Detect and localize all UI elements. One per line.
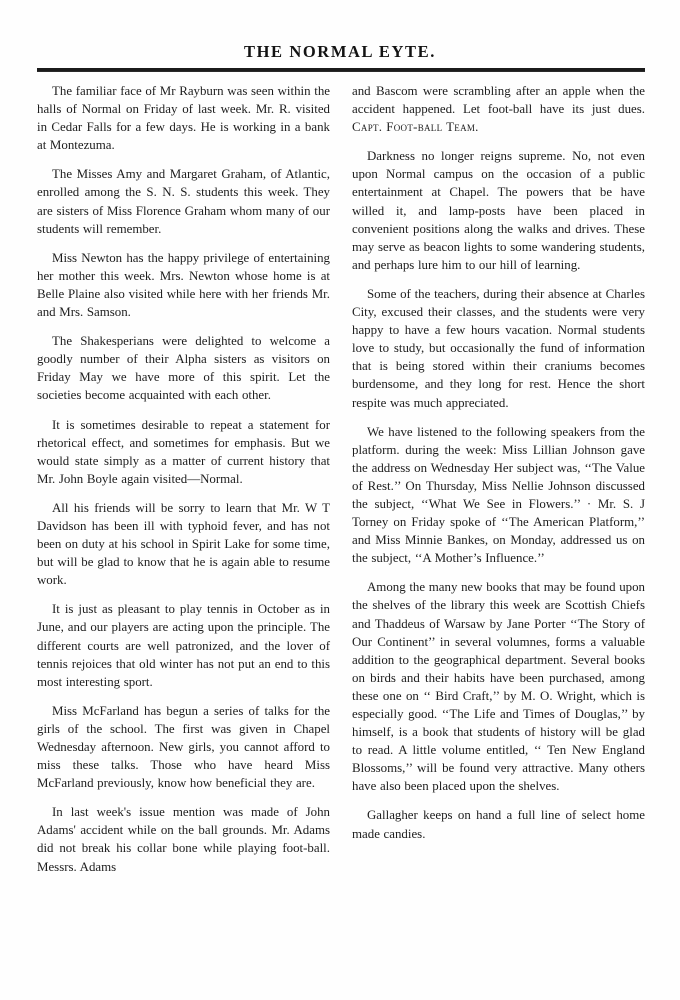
paragraph-davidson: All his friends will be sorry to learn that Mr. W T Davidson has been ill with typhoid fever, and has not been on duty at his school in Spirit Lake for some time, but will be glad to know that he is again able to resume work.	[37, 500, 330, 588]
paragraph-library-books: Among the many new books that may be found upon the shelves of the library this week are Scottish Chiefs and Thaddeus of Warsaw by Jane Porter ‘‘The Story of Our Continent’’ in several volumnes, forms a valuable addition to the geographical department. Several books on birds and their habits have been purchased, among these one on ‘‘ Bird Craft,’’ by M. O. Wright, which is especially good. ‘‘The Life and Times of Douglas,’’ by himself, is a book that students of history will be glad to read. A little volume entitled, ‘‘ Ten New England Blossoms,’’ will be found very attractive. Many others have also been placed upon the shelves.	[352, 580, 645, 794]
paragraph-john-boyle: It is sometimes desirable to repeat a statement for rhetorical effect, and sometimes for emphasis. But we would state simply as a matter of current history that Mr. John Boyle again visited—Normal.	[37, 417, 330, 486]
two-column-body	[37, 82, 645, 887]
paragraph-john-adams: In last week's issue mention was made of John Adams' accident while on the ball grounds. Mr. Adams did not break his collar bone while playing foot-ball. Messrs. Adams	[37, 805, 330, 874]
paragraph-mcfarland: Miss McFarland has begun a series of talks for the girls of the school. The first was given in Chapel Wednesday afternoon. New girls, you cannot afford to miss these talks. Those who have heard Miss McFarland previously, know how beneficial they are.	[37, 703, 330, 791]
paragraph-bascom-apple: and Bascom were scrambling after an apple when the accident happened. Let foot-ball have its just dues. Capt. Foot-ball Team.	[352, 84, 645, 135]
paragraph-miss-newton: Miss Newton has the happy privilege of entertaining her mother this week. Mrs. Newton whose home is at Belle Plaine also visited while here with her friends Mr. and Mrs. Samson.	[37, 250, 330, 320]
masthead	[0, 42, 680, 62]
signature-small-caps: Capt. Foot-ball Team.	[352, 120, 479, 135]
paragraph-speakers: We have listened to the following speakers from the platform. during the week: Miss Lillian Johnson gave the address on Wednesday Her subject was, ‘‘The Value of Rest.’’ On Thursday, Miss Nellie Johnson discussed the subject, ‘‘What We See in Flowers.’’ · Mr. S. J Torney on Friday spoke of ‘‘The American Platform,’’ and Miss Minnie Bankes, on Monday, addressed us on the subject, ‘‘A Mother’s Influence.’’	[352, 424, 645, 566]
right-column	[352, 82, 645, 887]
paragraph-charles-city: Some of the teachers, during their absence at Charles City, excused their classes, and the students were very happy to have a few hours vacation. Normal students love to study, but occasionally the fund of information that is being stored within their craniums becomes burdensome, and they long for rest. Hence the short respite was much appreciated.	[352, 286, 645, 410]
left-column	[37, 82, 330, 887]
paragraph-rayburn: The familiar face of Mr Rayburn was seen within the halls of Normal on Friday of last week. Mr. R. visited in Cedar Falls for a few days. He is working in a bank at Montezuma.	[37, 84, 330, 153]
paragraph-shakesperians: The Shakesperians were delighted to welcome a goodly number of their Alpha sisters as visitors on Friday May we have more of this spirit. Let the societies become acquainted with each other.	[37, 334, 330, 403]
page-title: THE NORMAL EYTE.	[243, 42, 436, 61]
paragraph-graham-sisters: The Misses Amy and Margaret Graham, of Atlantic, enrolled among the S. N. S. students this week. They are sisters of Miss Florence Graham whom many of our students will remember.	[37, 167, 330, 236]
header-divider-rule	[37, 68, 645, 72]
paragraph-darkness-lamps: Darkness no longer reigns supreme. No, not even upon Normal campus on the occasion of a public entertainment at Chapel. The powers that be have willed it, and lamp-posts have been placed in convenient positions along the walks and drives. These may serve as beacon lights to some wandering students, and perhaps lure him to our hill of learning.	[352, 149, 645, 272]
paragraph-tennis: It is just as pleasant to play tennis in October as in June, and our players are acting upon the principle. The different courts are well patronized, and the lover of tennis rejoices that old winter has not put an end to this most interesting sport.	[37, 602, 330, 689]
paragraph-gallagher-candies: Gallagher keeps on hand a full line of select home made candies.	[352, 808, 645, 841]
